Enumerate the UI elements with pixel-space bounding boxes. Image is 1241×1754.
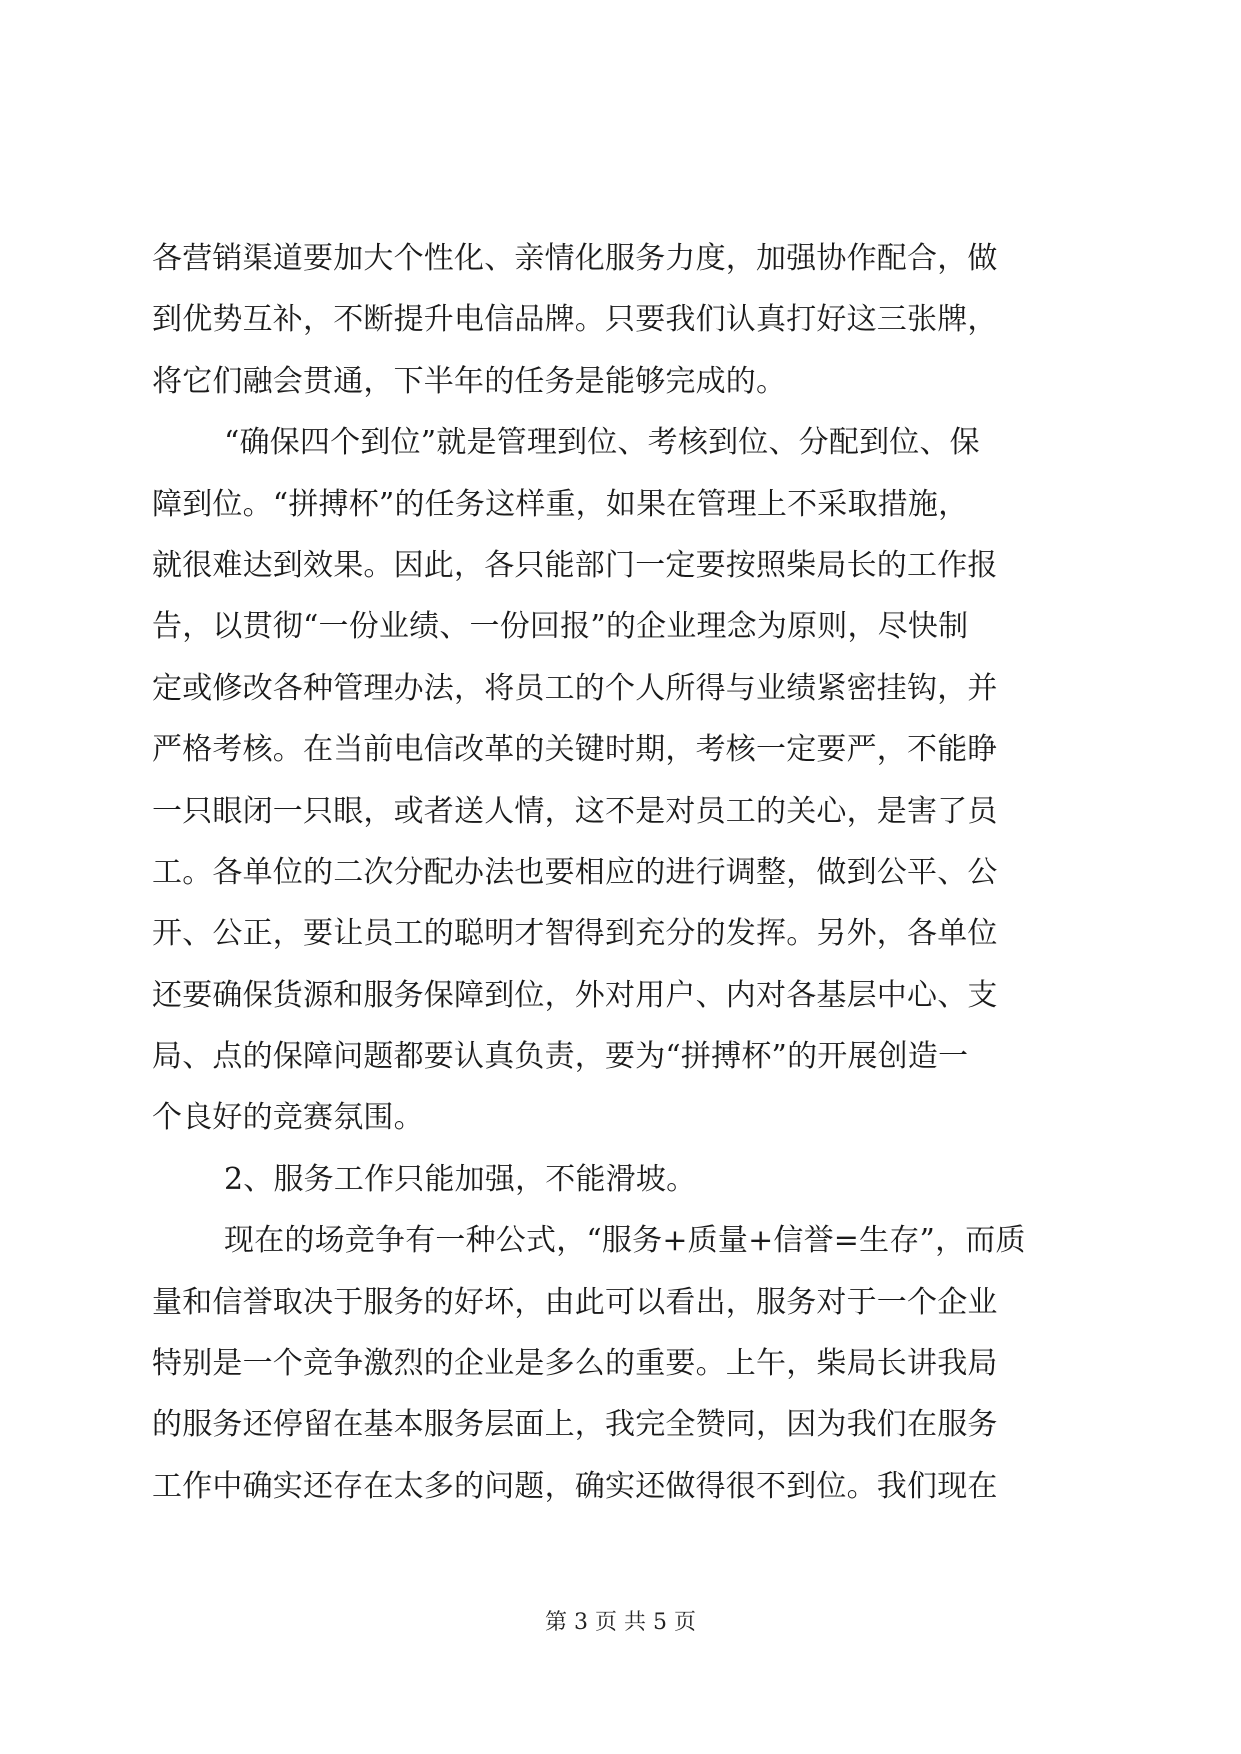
text-line: 就很难达到效果。因此，各只能部门一定要按照柴局长的工作报 [152, 547, 998, 583]
section-heading: 2、服务工作只能加强，不能滑坡。 [224, 1161, 697, 1197]
page-number-footer: 第 3 页 共 5 页 [545, 1610, 696, 1635]
text-line: 的服务还停留在基本服务层面上，我完全赞同，因为我们在服务 [152, 1407, 998, 1443]
text-line: 特别是一个竞争激烈的企业是多么的重要。上午，柴局长讲我局 [152, 1346, 998, 1382]
text-line: 严格考核。在当前电信改革的关键时期，考核一定要严，不能睁 [152, 732, 998, 768]
text-line: 个良好的竞赛氛围。 [152, 1100, 424, 1136]
text-line: 工。各单位的二次分配办法也要相应的进行调整，做到公平、公 [152, 854, 998, 890]
text-line: 障到位。“拼搏杯”的任务这样重，如果在管理上不采取措施， [152, 486, 969, 522]
text-line: 到优势互补，不断提升电信品牌。只要我们认真打好这三张牌， [152, 302, 998, 338]
paragraph-first-line: 现在的场竞争有一种公式，“服务+质量+信誉=生存”，而质 [224, 1223, 1026, 1259]
body-text [152, 228, 1102, 1517]
text-line: 工作中确实还存在太多的问题，确实还做得很不到位。我们现在 [152, 1468, 998, 1504]
text-line: 告，以贯彻“一份业绩、一份回报”的企业理念为原则，尽快制 [152, 609, 969, 645]
text-line: 局、点的保障问题都要认真负责，要为“拼搏杯”的开展创造一 [152, 1039, 969, 1075]
text-line: 一只眼闭一只眼，或者送人情，这不是对员工的关心，是害了员 [152, 793, 998, 829]
text-line: 开、公正，要让员工的聪明才智得到充分的发挥。另外，各单位 [152, 916, 998, 952]
text-line: 量和信誉取决于服务的好坏，由此可以看出，服务对于一个企业 [152, 1284, 998, 1320]
paragraph-first-line: “确保四个到位”就是管理到位、考核到位、分配到位、保 [224, 425, 980, 461]
text-line: 还要确保货源和服务保障到位，外对用户、内对各基层中心、支 [152, 977, 998, 1013]
text-line: 定或修改各种管理办法，将员工的个人所得与业绩紧密挂钩，并 [152, 670, 998, 706]
text-line: 各营销渠道要加大个性化、亲情化服务力度，加强协作配合，做 [152, 241, 998, 276]
text-line: 将它们融会贯通，下半年的任务是能够完成的。 [152, 363, 787, 399]
